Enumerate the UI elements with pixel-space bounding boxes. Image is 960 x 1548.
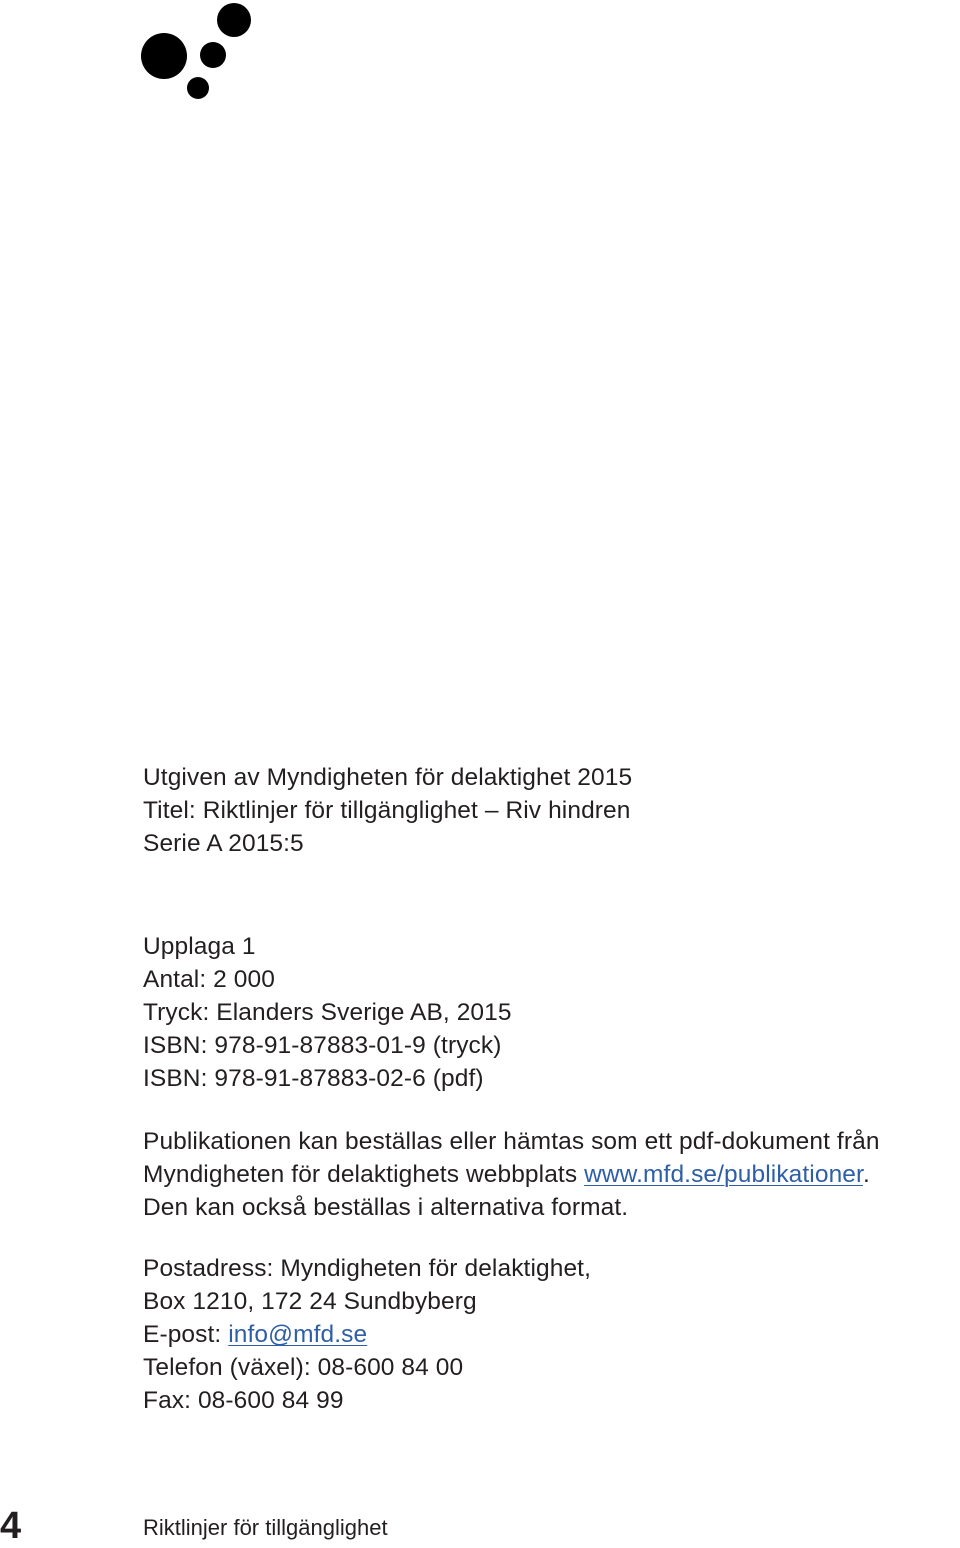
running-title: Riktlinjer för tillgänglighet: [143, 1515, 388, 1540]
ordering-line-1: Publikationen kan beställas eller hämtas som ett pdf-dokument från: [143, 1128, 880, 1155]
logo-dot-top-right: [217, 3, 251, 37]
fax: Fax: 08-600 84 99: [143, 1387, 344, 1414]
email-line: [143, 1318, 591, 1351]
ordering-block: [143, 1125, 880, 1224]
ordering-line-3: Den kan också beställas i alternativa format.: [143, 1194, 629, 1221]
phone: Telefon (växel): 08-600 84 00: [143, 1354, 464, 1381]
print-info-block: [143, 930, 512, 1095]
isbn-pdf: ISBN: 978-91-87883-02-6 (pdf): [143, 1065, 484, 1092]
email-label: E-post:: [143, 1321, 229, 1348]
ordering-line-2-period: .: [862, 1161, 870, 1188]
logo-dot-small: [187, 77, 209, 99]
postal-address: Box 1210, 172 24 Sundbyberg: [143, 1288, 477, 1315]
publications-link[interactable]: www.mfd.se/publikationer: [584, 1161, 863, 1188]
logo-dot-large: [141, 33, 187, 79]
published-by: Utgiven av Myndigheten för delaktighet 2015: [143, 764, 633, 791]
page-number: 4: [0, 1505, 22, 1547]
mfd-dots-logo-icon: [138, 0, 258, 104]
publication-title: Titel: Riktlinjer för tillgänglighet – Riv hindren: [143, 797, 631, 824]
colophon-block: [143, 761, 632, 860]
email-link[interactable]: info@mfd.se: [228, 1321, 368, 1348]
ordering-line-2: [143, 1158, 880, 1191]
contact-block: [143, 1252, 591, 1417]
ordering-line-2-text: Myndigheten för delaktighets webbplats: [143, 1161, 585, 1188]
quantity: Antal: 2 000: [143, 966, 275, 993]
printer: Tryck: Elanders Sverige AB, 2015: [143, 999, 512, 1026]
postal-label: Postadress: Myndigheten för delaktighet,: [143, 1255, 591, 1282]
logo-dot-middle: [200, 42, 226, 68]
publication-series: Serie A 2015:5: [143, 830, 304, 857]
isbn-print: ISBN: 978-91-87883-01-9 (tryck): [143, 1032, 502, 1059]
edition: Upplaga 1: [143, 933, 256, 960]
